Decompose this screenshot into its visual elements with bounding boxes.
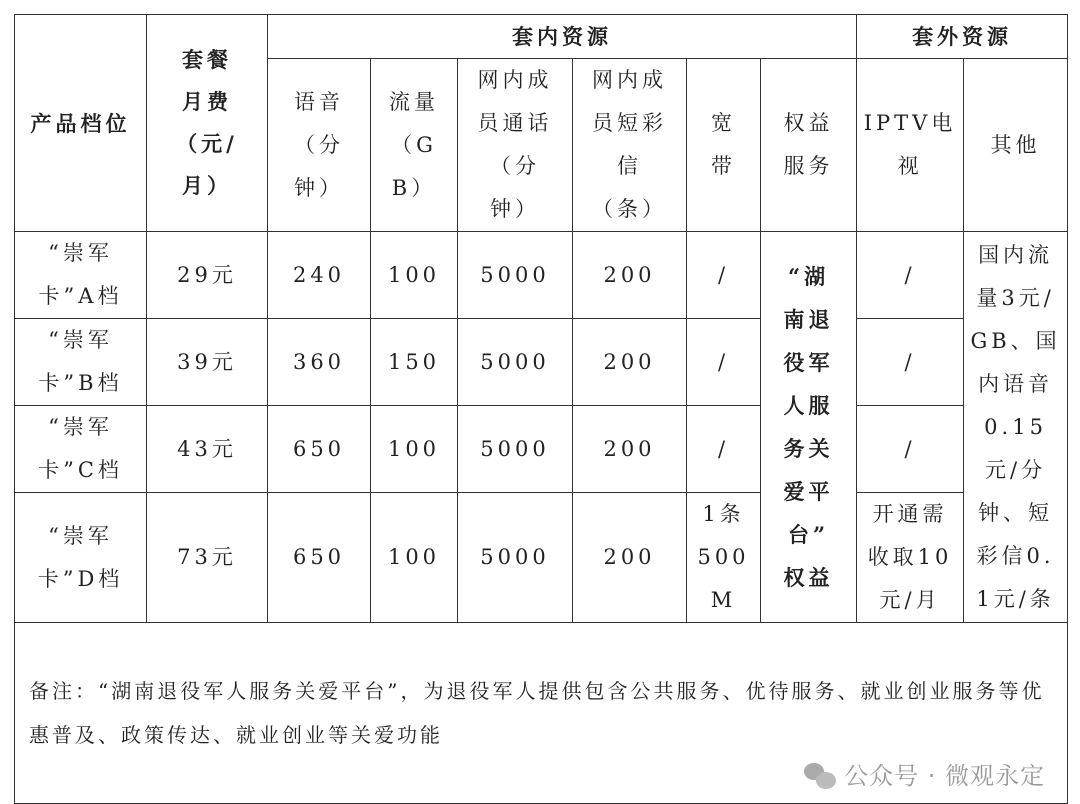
header-broadband: 宽 带: [687, 59, 761, 232]
table-row: [15, 319, 1068, 406]
voice-cell: 650: [268, 406, 371, 493]
header-in-net-sms: 网内成 员短彩 信 （条）: [573, 59, 687, 232]
header-in-net-calls: 网内成 员通话 （分 钟）: [458, 59, 573, 232]
tier-cell: “崇军 卡”C档: [15, 406, 147, 493]
calls-cell: 5000: [458, 406, 573, 493]
header-benefits: 权益 服务: [761, 59, 857, 232]
broadband-cell: /: [687, 232, 761, 319]
table-row: [15, 232, 1068, 319]
other-cell: 国内流 量3元/ GB、国 内语音 0.15 元/分 钟、短 彩信0. 1元/条: [964, 232, 1068, 623]
watermark-text: 公众号 · 微观永定: [844, 762, 1046, 790]
sms-cell: 200: [573, 493, 687, 623]
sms-cell: 200: [573, 232, 687, 319]
note-cell: [15, 623, 1068, 804]
iptv-cell: 开通需 收取10 元/月: [857, 493, 964, 623]
fee-cell: 43元: [147, 406, 268, 493]
table-row: [15, 493, 1068, 623]
iptv-cell: /: [857, 406, 964, 493]
header-in-package: 套内资源: [268, 15, 857, 59]
header-product-tier: 产品档位: [15, 15, 147, 232]
fee-cell: 39元: [147, 319, 268, 406]
header-other: 其他: [964, 59, 1068, 232]
tier-cell: “崇军 卡”D档: [15, 493, 147, 623]
voice-cell: 240: [268, 232, 371, 319]
benefits-cell: “湖 南退 役军 人服 务关 爱平 台” 权益: [761, 232, 857, 623]
broadband-cell: 1条 500 M: [687, 493, 761, 623]
header-iptv: IPTV电 视: [857, 59, 964, 232]
wechat-icon: [804, 763, 836, 789]
watermark: [804, 761, 1045, 791]
iptv-cell: /: [857, 319, 964, 406]
table-row: [15, 406, 1068, 493]
package-table: [14, 14, 1068, 804]
data-cell: 150: [371, 319, 458, 406]
calls-cell: 5000: [458, 319, 573, 406]
header-data: 流量 （G B）: [371, 59, 458, 232]
sms-cell: 200: [573, 406, 687, 493]
data-cell: 100: [371, 406, 458, 493]
voice-cell: 650: [268, 493, 371, 623]
calls-cell: 5000: [458, 493, 573, 623]
calls-cell: 5000: [458, 232, 573, 319]
fee-cell: 73元: [147, 493, 268, 623]
sms-cell: 200: [573, 319, 687, 406]
broadband-cell: /: [687, 319, 761, 406]
note-text: 备注：“湖南退役军人服务关爱平台”，为退役军人提供包含公共服务、优待服务、就业创业服务等优惠普及、政策传达、就业创业等关爱功能: [29, 679, 1045, 747]
header-voice: 语音 （分 钟）: [268, 59, 371, 232]
header-monthly-fee: 套餐 月费 （元/ 月）: [147, 15, 268, 232]
voice-cell: 360: [268, 319, 371, 406]
header-out-package: 套外资源: [857, 15, 1068, 59]
fee-cell: 29元: [147, 232, 268, 319]
broadband-cell: /: [687, 406, 761, 493]
data-cell: 100: [371, 232, 458, 319]
iptv-cell: /: [857, 232, 964, 319]
data-cell: 100: [371, 493, 458, 623]
tier-cell: “崇军 卡”A档: [15, 232, 147, 319]
tier-cell: “崇军 卡”B档: [15, 319, 147, 406]
